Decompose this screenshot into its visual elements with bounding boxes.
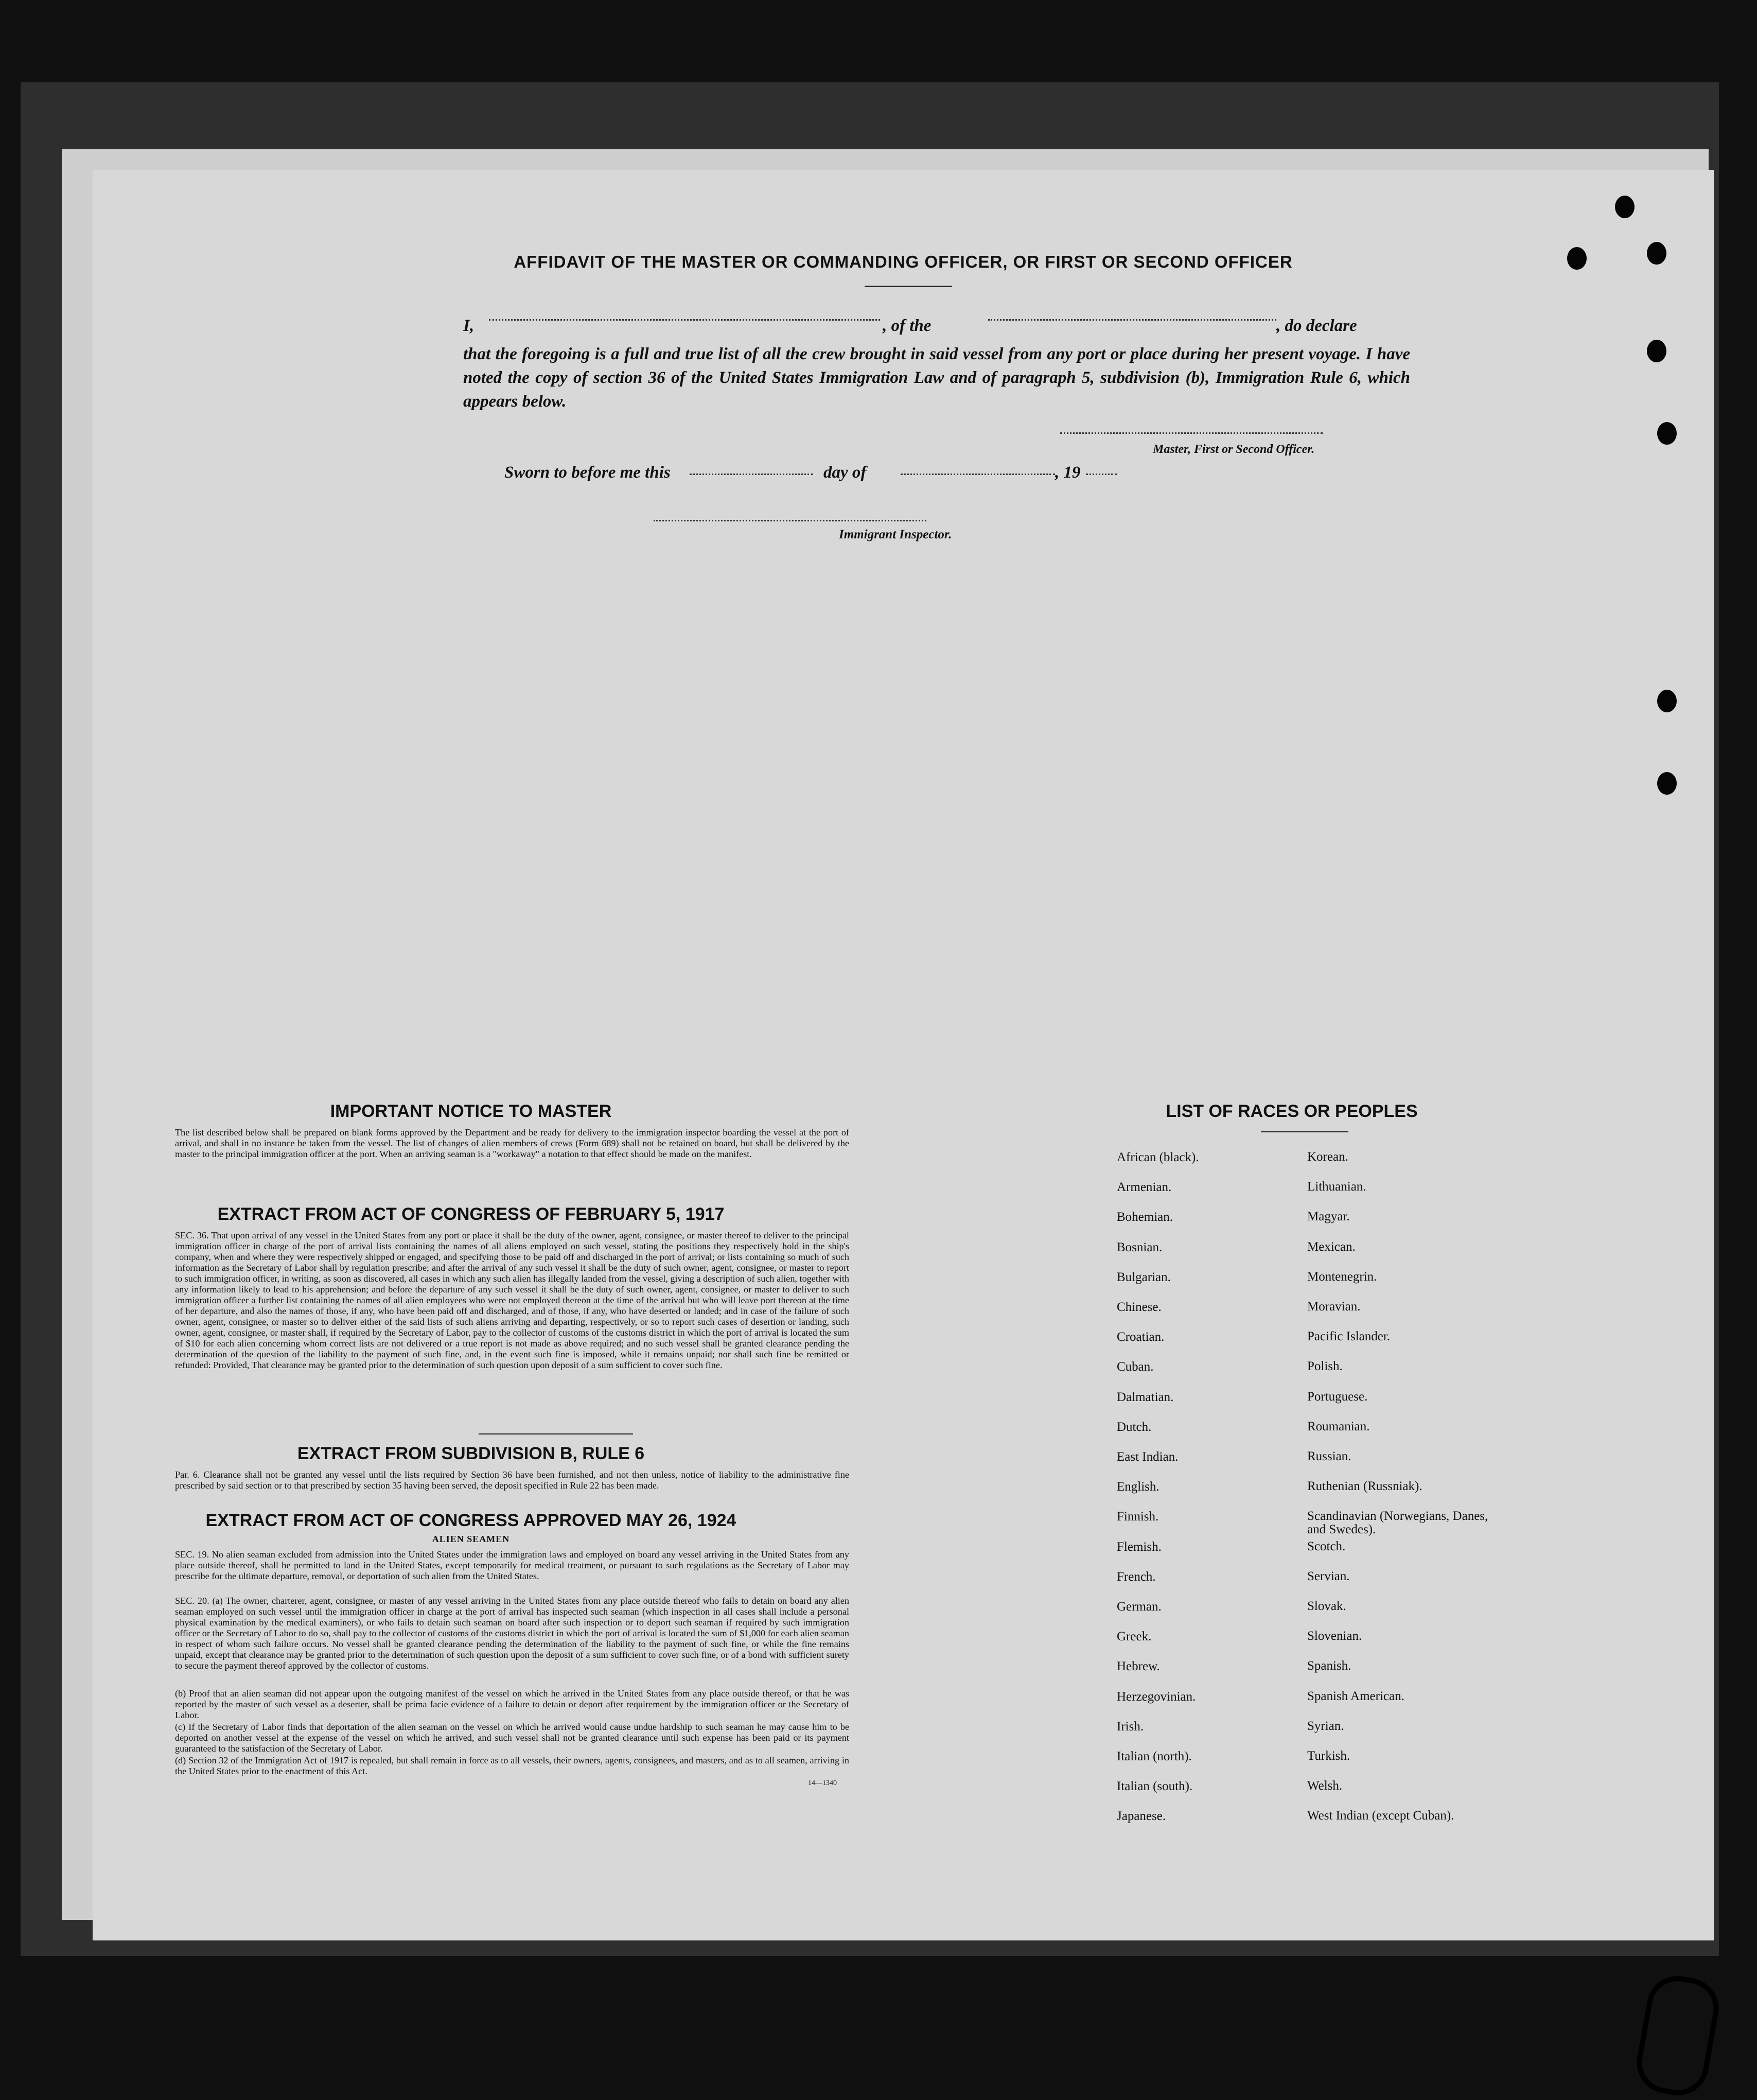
race-item: Spanish.: [1307, 1659, 1351, 1673]
affidavit-of-the-label: , of the: [883, 317, 932, 335]
race-item: English.: [1117, 1480, 1159, 1494]
day-blank: [690, 474, 813, 475]
race-item: Cuban.: [1117, 1360, 1154, 1374]
year-blank: [1086, 474, 1117, 475]
race-item: Lithuanian.: [1307, 1180, 1366, 1194]
race-item: Polish.: [1307, 1359, 1343, 1374]
race-item: Bosnian.: [1117, 1240, 1163, 1254]
race-item: Japanese.: [1117, 1809, 1166, 1824]
extract-1917-title: EXTRACT FROM ACT OF CONGRESS OF FEBRUARY 5, 1917: [217, 1204, 725, 1224]
rule6-title: EXTRACT FROM SUBDIVISION B, RULE 6: [297, 1444, 645, 1463]
race-item: Moravian.: [1307, 1300, 1361, 1314]
binder-hole: [1567, 247, 1587, 270]
document-page: [93, 170, 1714, 2056]
race-item: Bohemian.: [1117, 1210, 1173, 1224]
affidavit-title: AFFIDAVIT OF THE MASTER OR COMMANDING OFFICER, OR FIRST OR SECOND OFFICER: [514, 252, 1293, 271]
extract-1924-title: EXTRACT FROM ACT OF CONGRESS APPROVED MAY 26, 1924: [205, 1511, 736, 1530]
sec19-text: SEC. 19. No alien seaman excluded from admission into the United States under the immigration laws and employed on board any vessel arriving in the United States from any place outside thereof, shall be permitted to land in the United States, except temporarily for medical treatment, or pursuant to such regulations as the Secretary of Labor may prescribe for the ultimate departure, removal, or deportation of such alien from the United States.: [175, 1549, 849, 1581]
affidavit-i-label: I,: [463, 317, 475, 335]
signature-label: Master, First or Second Officer.: [1153, 443, 1315, 456]
sec20d-text: (d) Section 32 of the Immigration Act of 1917 is repealed, but shall remain in force as to all vessels, their owners, agents, consignees, and masters, and as to all seamen, arriving in the United States prior to the enactment of this Act.: [175, 1755, 849, 1776]
title-rule: [865, 286, 952, 287]
year-label: , 19: [1055, 463, 1081, 482]
binder-hole: [1657, 690, 1677, 712]
binder-hole: [1615, 196, 1635, 218]
race-item: Scotch.: [1307, 1539, 1346, 1553]
inspector-blank: [654, 520, 926, 521]
race-item: Korean.: [1307, 1150, 1348, 1164]
notice-title: IMPORTANT NOTICE TO MASTER: [330, 1101, 612, 1121]
race-item: Turkish.: [1307, 1749, 1350, 1763]
binder-hole: [1647, 242, 1666, 265]
race-item: Herzegovinian.: [1117, 1689, 1196, 1704]
race-item: Irish.: [1117, 1719, 1144, 1734]
race-item: Bulgarian.: [1117, 1270, 1171, 1284]
race-item: Croatian.: [1117, 1330, 1165, 1344]
race-item: Welsh.: [1307, 1779, 1343, 1793]
sec20b-text: (b) Proof that an alien seaman did not appear upon the outgoing manifest of the vessel on which he arrived in the United States from any place outside thereof, or that he was reported by the master of such vessel as a deserter, shall be prima facie evidence of a failure to detain or deport after requirement by the immigration officer or the Secretary of Labor.: [175, 1688, 849, 1720]
race-item: African (black).: [1117, 1150, 1199, 1164]
race-item: Hebrew.: [1117, 1659, 1160, 1674]
form-number: 14—1340: [808, 1779, 837, 1787]
race-item: Slovak.: [1307, 1599, 1346, 1613]
extract-1917-text: SEC. 36. That upon arrival of any vessel in the United States from any port or place it shall be the duty of the owner, agent, consignee, or master thereof to deliver to the principal immigration officer in charge of the port of arrival lists containing the names of all aliens employed on such vessel, stating the positions they respectively hold in the ship's company, when and where they were respectively shipped or engaged, and specifying those to be paid off and discharged in the port of arrival; or lists containing so much of such information as the Secretary of Labor shall by regulation prescribe; and after the arrival of any such vessel it shall be the duty of such owner, agent, consignee, or master to report to such immigration officer, in writing, as soon as discovered, all cases in which any such alien has illegally landed from the vessel, giving a description of such alien, together with any information likely to lead to his apprehension; and before the departure of any such vessel it shall be the duty of such owner, agent, consignee, or master to deliver to such immigration officer a further list containing the names of all alien employees who were not employed thereon at the time of the arrival but who will leave port thereon at the time of her departure, and also the names of those, if any, who have been paid off and discharged, and of those, if any, who have deserted or landed; and in case of the failure of such owner, agent, consignee, or master so to deliver either of the said lists of such aliens arriving and departing, respectively, or so to report such cases of desertion or landing, such owner, agent, consignee, or master shall, if required by the Secretary of Labor, pay to the collector of customs of the customs district in which the port of arrival is located the sum of $10 for each alien concerning whom correct lists are not delivered or a true report is not made as above required; and no such vessel shall be granted clearance pending the determination of the question of the liability to the payment of such fine, and, in the event such fine is imposed, while it remains unpaid; nor shall such fine be remitted or refunded: Provided, That clearance may be granted prior to the determination of such question upon deposit of a sum sufficient to cover such fine.: [175, 1230, 849, 1370]
race-item: Ruthenian (Russniak).: [1307, 1479, 1422, 1494]
race-item: Italian (south).: [1117, 1779, 1193, 1794]
race-item: Portuguese.: [1307, 1389, 1368, 1404]
race-item: Armenian.: [1117, 1180, 1172, 1195]
race-item: French.: [1117, 1569, 1156, 1584]
race-item: Spanish American.: [1307, 1689, 1404, 1703]
race-item: West Indian (except Cuban).: [1307, 1809, 1454, 1823]
binder-hole: [1657, 422, 1677, 445]
affidavit-body: that the foregoing is a full and true list of all the crew brought in said vessel from any port or place during her present voyage. I have noted the copy of section 36 of the United States Immigration Law and of paragraph 5, subdivision (b), Immigration Rule 6, which appears below.: [463, 345, 1410, 411]
sworn-label: Sworn to before me this: [504, 463, 671, 482]
divider: [479, 1433, 633, 1434]
races-title-rule: [1261, 1131, 1348, 1132]
race-item: Magyar.: [1307, 1210, 1350, 1224]
race-item: Slovenian.: [1307, 1629, 1362, 1643]
race-item: Roumanian.: [1307, 1419, 1370, 1433]
page-number: 9: [1663, 2002, 1695, 2056]
binder-hole: [1647, 340, 1666, 362]
name-blank: [489, 319, 880, 321]
month-blank: [901, 474, 1055, 475]
races-title: LIST OF RACES OR PEOPLES: [1166, 1101, 1418, 1121]
race-item: Italian (north).: [1117, 1749, 1192, 1763]
race-item: Montenegrin.: [1307, 1269, 1377, 1284]
race-item: Dutch.: [1117, 1420, 1152, 1434]
sec20a-text: SEC. 20. (a) The owner, charterer, agent, consignee, or master of any vessel arriving in the United States from any place outside thereof who fails to detain on board any alien seaman employed on such vessel until the immigration officer in charge at the port of arrival has inspected such seaman (which inspection in all cases shall include a personal physical examination by the medical examiners), or who fails to detain such seaman on board after such inspection or to deport such seaman if required by such immigration officer or the Secretary of Labor to do so, shall pay to the collector of customs of the customs district in which the port of arrival is located the sum of $1,000 for each alien seaman in respect of whom such failure occurs. No vessel shall be granted clearance pending the determination of the liability to the payment of such fine, or while the fine remains unpaid, except that clearance may be granted prior to the determination of such question upon the deposit of a sum sufficient to cover such fine, or of a bond with sufficient surety to secure the payment thereof approved by the collector of customs.: [175, 1596, 849, 1671]
race-item: Flemish.: [1117, 1539, 1162, 1554]
alien-seamen-subtitle: ALIEN SEAMEN: [432, 1534, 510, 1544]
vessel-blank: [988, 319, 1276, 321]
race-item: Pacific Islander.: [1307, 1329, 1391, 1344]
binder-hole: [1657, 772, 1677, 795]
race-item: Finnish.: [1117, 1510, 1159, 1524]
page-number-stamp: [1632, 1971, 1724, 2100]
race-item: Servian.: [1307, 1569, 1350, 1583]
signature-blank: [1060, 432, 1323, 434]
race-item: East Indian.: [1117, 1450, 1179, 1464]
race-item: Mexican.: [1307, 1239, 1356, 1254]
race-item: Chinese.: [1117, 1300, 1162, 1314]
race-item: Greek.: [1117, 1630, 1152, 1644]
sec20c-text: (c) If the Secretary of Labor finds that deportation of the alien seaman on the vessel on which he arrived would cause undue hardship to such seaman he may cause him to be deported on another vessel at the expense of the vessel on which he arrived, and such vessel shall not be granted clearance until such expense has been paid or its payment guaranteed to the satisfaction of the Secretary of Labor.: [175, 1722, 849, 1754]
notice-text: The list described below shall be prepared on blank forms approved by the Department and be ready for delivery to the immigration inspector boarding the vessel at the port of arrival, and shall in no instance be taken from the vessel. The list of changes of alien members of crews (Form 689) shall not be retained on board, but shall be delivered by the master to the principal immigration officer at the port. When an arriving seaman is a "workaway" a notation to that effect should be made on the manifest.: [175, 1127, 849, 1159]
race-item: Dalmatian.: [1117, 1390, 1174, 1404]
day-of-label: day of: [823, 463, 867, 482]
race-item: German.: [1117, 1600, 1162, 1614]
affidavit-declare-label: , do declare: [1276, 317, 1357, 335]
inspector-label: Immigrant Inspector.: [839, 528, 952, 541]
race-item: Scandinavian (Norwegians, Danes, and Swedes).: [1307, 1509, 1488, 1537]
rule6-text: Par. 6. Clearance shall not be granted any vessel until the lists required by Section 36 have been furnished, and not then unless, notice of liability to the administrative fine prescribed by said section or to that prescribed by section 35 having been served, the deposit specified in Rule 22 has been made.: [175, 1469, 849, 1491]
race-item: Syrian.: [1307, 1719, 1344, 1733]
race-item: Russian.: [1307, 1449, 1351, 1463]
